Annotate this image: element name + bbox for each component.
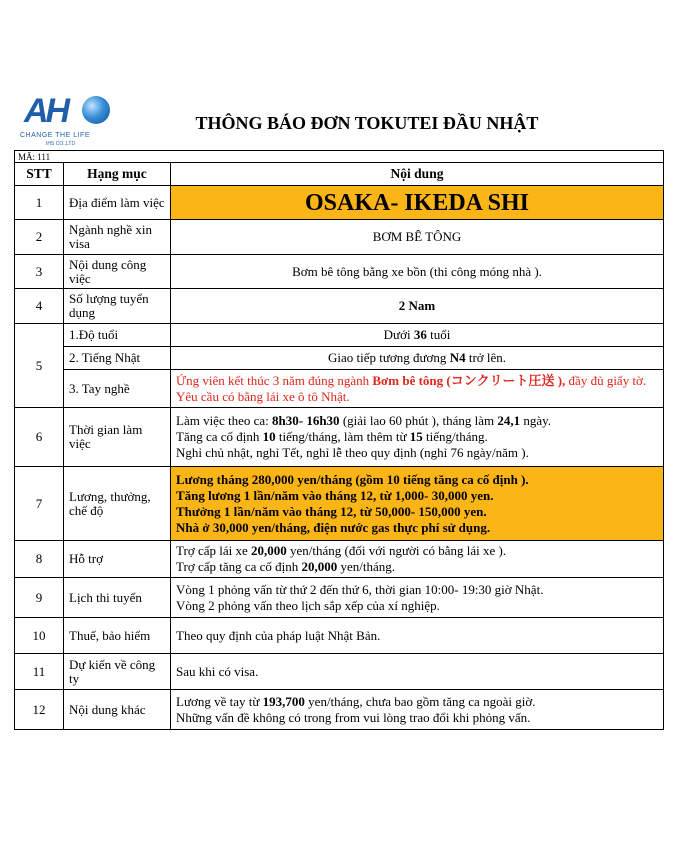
table-row: [15, 220, 664, 255]
work-location: OSAKA- IKEDA SHI: [171, 186, 664, 220]
text-segment: 15: [409, 429, 423, 444]
row-stt: 10: [15, 618, 64, 654]
text-segment: 8h30- 16h30: [272, 413, 340, 428]
code-row: [15, 151, 664, 163]
text-segment: tuổi: [426, 327, 451, 342]
text-segment: 20,000: [251, 543, 287, 558]
row-category: Nội dung khác: [64, 690, 171, 730]
job-code: MÃ: 111: [15, 151, 664, 163]
row-category: 3. Tay nghề: [64, 370, 171, 408]
text-segment: ngày.: [520, 413, 552, 428]
text-line: Tăng lương 1 lần/năm vào tháng 12, từ 1,000- 30,000 yen.: [176, 487, 494, 503]
logo-tagline: CHANGE THE LIFE: [20, 132, 90, 139]
text-line: [176, 694, 658, 710]
text-line: Nghỉ chủ nhật, nghỉ Tết, nghỉ lễ theo quy định (nghỉ 76 ngày/năm ).: [176, 445, 529, 460]
row-content: Sau khi có visa.: [171, 654, 664, 690]
table-row: [15, 324, 664, 347]
row-category: Nội dung công việc: [64, 255, 171, 289]
row-category: Lịch thi tuyển: [64, 578, 171, 618]
row-stt: 12: [15, 690, 64, 730]
text-line: Thưởng 1 lần/năm vào tháng 12, từ 50,000- 150,000 yen.: [176, 503, 487, 519]
row-category: Số lượng tuyển dụng: [64, 289, 171, 324]
text-segment: Lương về tay từ: [176, 693, 263, 709]
text-segment: yen/tháng (đối với người có bằng lái xe ).: [286, 543, 507, 558]
text-segment: (giải lao 60 phút ), tháng làm: [339, 413, 498, 428]
text-segment: tiếng/tháng.: [422, 429, 488, 444]
row-content: [171, 541, 664, 578]
table-row: [15, 467, 664, 541]
text-line: [176, 429, 658, 445]
text-line: Những vấn đề không có trong from vui lòng trao đổi khi phỏng vấn.: [176, 709, 531, 725]
job-table: [14, 150, 664, 730]
text-segment: tiếng/tháng, làm thêm từ: [275, 429, 410, 444]
table-row: [15, 541, 664, 578]
text-segment: Giao tiếp tương đương: [327, 350, 450, 365]
table-row: [15, 289, 664, 324]
row-stt: 7: [15, 467, 64, 541]
row-category: 1.Độ tuổi: [64, 324, 171, 347]
header-content: Nội dung: [171, 163, 664, 186]
text-segment: Dưới: [383, 327, 414, 342]
row-content: [171, 324, 664, 347]
text-segment: trở lên.: [465, 350, 507, 365]
row-stt: 2: [15, 220, 64, 255]
text-line: [176, 543, 658, 559]
row-category: Ngành nghề xin visa: [64, 220, 171, 255]
row-category: Lương, thưởng, chế độ: [64, 467, 171, 541]
text-segment: đầy đủ giấy tờ. Yêu cầu có bằng lái xe ô tô Nhật.: [176, 372, 647, 404]
header-row: [15, 163, 664, 186]
row-stt: 6: [15, 408, 64, 467]
row-category: Thuế, bảo hiểm: [64, 618, 171, 654]
table-row: [15, 408, 664, 467]
text-segment: Trợ cấp tăng ca cố định: [176, 559, 302, 574]
row-content: 2 Nam: [171, 289, 664, 324]
header-category: Hạng mục: [64, 163, 171, 186]
text-line: [176, 559, 658, 575]
row-content: BƠM BÊ TÔNG: [171, 220, 664, 255]
text-line: Vòng 2 phỏng vấn theo lịch sắp xếp của xí nghiệp.: [176, 597, 440, 613]
row-stt: 9: [15, 578, 64, 618]
text-segment: 36: [413, 327, 427, 342]
table-row: [15, 255, 664, 289]
text-segment: 10: [262, 429, 276, 444]
salary-content: [171, 467, 664, 541]
text-segment: yen/tháng.: [337, 559, 396, 574]
row-category: Địa điểm làm việc: [64, 186, 171, 220]
row-category: Dự kiến về công ty: [64, 654, 171, 690]
table-row: [15, 654, 664, 690]
text-segment: Ứng viên kết thúc 3 năm đúng ngành: [176, 372, 373, 388]
row-category: Thời gian làm việc: [64, 408, 171, 467]
text-segment: 193,700: [262, 693, 305, 709]
table-row: [15, 347, 664, 370]
text-segment: Tăng ca cố định: [176, 429, 263, 444]
text-segment: yen/tháng, chưa bao gồm tăng ca ngoài giờ.: [304, 693, 536, 709]
table-row: [15, 618, 664, 654]
row-category: 2. Tiếng Nhật: [64, 347, 171, 370]
text-line: Vòng 1 phỏng vấn từ thứ 2 đến thứ 6, thời gian 10:00- 19:30 giờ Nhật.: [176, 581, 544, 597]
row-content: [171, 408, 664, 467]
row-stt: 4: [15, 289, 64, 324]
row-content: Theo quy định của pháp luật Nhật Bản.: [171, 618, 664, 654]
text-line: [176, 413, 658, 429]
text-segment: 20,000: [301, 559, 338, 574]
row-stt: 3: [15, 255, 64, 289]
text-line: Lương tháng 280,000 yen/tháng (gồm 10 tiếng tăng ca cố định ).: [176, 471, 529, 487]
row-stt: 1: [15, 186, 64, 220]
row-stt: 11: [15, 654, 64, 690]
row-category: Hỗ trợ: [64, 541, 171, 578]
page-title: THÔNG BÁO ĐƠN TOKUTEI ĐẦU NHẬT: [195, 113, 539, 133]
text-line: Nhà ở 30,000 yen/tháng, điện nước gas thực phí sử dụng.: [176, 519, 491, 535]
row-content: [171, 578, 664, 618]
row-content: [171, 690, 664, 730]
row-stt: 8: [15, 541, 64, 578]
table-row: [15, 578, 664, 618]
text-segment: Làm việc theo ca:: [176, 413, 273, 428]
logo-company: IHS CO.,LTD: [46, 141, 76, 147]
table-row: [15, 690, 664, 730]
logo-mark: AH: [24, 92, 68, 130]
text-segment: 24,1: [497, 413, 521, 428]
table-row: [15, 370, 664, 408]
row-content: Bơm bê tông bằng xe bồn (thi công móng nhà ).: [171, 255, 664, 289]
row-content: [171, 347, 664, 370]
row-content: [171, 370, 664, 408]
table-row: [15, 186, 664, 220]
text-segment: N4: [449, 350, 466, 365]
text-segment: Bơm bê tông (コンクリート圧送 ),: [372, 372, 566, 388]
text-segment: Trợ cấp lái xe: [176, 543, 251, 558]
header-stt: STT: [15, 163, 64, 186]
row-stt: 5: [15, 324, 64, 408]
